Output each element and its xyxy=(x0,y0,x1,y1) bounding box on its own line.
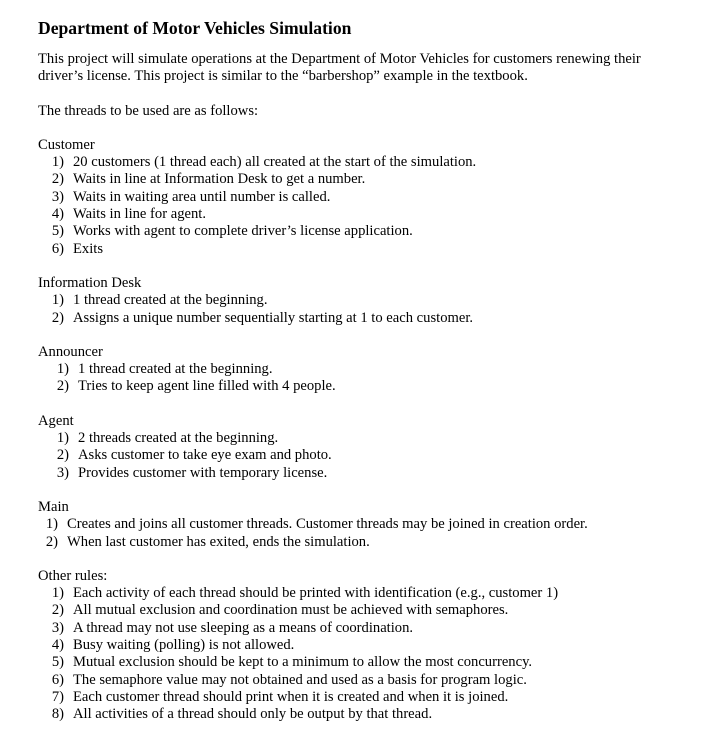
item-number: 4) xyxy=(51,637,64,654)
item-text: 2 threads created at the beginning. xyxy=(78,430,279,447)
item-list xyxy=(38,361,720,396)
item-text: All mutual exclusion and coordination must be achieved with semaphores. xyxy=(73,602,509,619)
item-text: Asks customer to take eye exam and photo. xyxy=(78,447,332,464)
item-text: A thread may not use sleeping as a means of coordination. xyxy=(73,619,414,636)
item-number: 3) xyxy=(56,464,69,481)
item-number: 2) xyxy=(51,171,64,188)
item-text: 1 thread created at the beginning. xyxy=(73,292,268,309)
item-number: 1) xyxy=(51,292,64,309)
item-number: 2) xyxy=(51,602,64,619)
list-item xyxy=(38,654,720,671)
item-text: 1 thread created at the beginning. xyxy=(78,361,273,378)
item-text: Mutual exclusion should be kept to a minimum to allow the most concurrency. xyxy=(73,654,533,671)
intro-paragraph: This project will simulate operations at the Department of Motor Vehicles for customers renewing their driver’s license. This project is similar to the “barbershop” example in the textbook. xyxy=(38,51,641,85)
section-announcer xyxy=(38,344,720,396)
item-text: 20 customers (1 thread each) all created at the start of the simulation. xyxy=(73,154,477,171)
document-title: Department of Motor Vehicles Simulation xyxy=(38,18,352,38)
section-title: Information Desk xyxy=(38,274,142,291)
item-text: Busy waiting (polling) is not allowed. xyxy=(73,637,295,654)
item-number: 2) xyxy=(56,447,69,464)
list-item xyxy=(38,689,720,706)
item-text: Waits in line for agent. xyxy=(73,206,206,223)
list-item xyxy=(38,206,720,223)
section-customer xyxy=(38,137,720,258)
item-list xyxy=(38,585,720,723)
item-number: 2) xyxy=(56,378,69,395)
list-item xyxy=(38,223,720,240)
item-number: 1) xyxy=(51,154,64,171)
section-information-desk xyxy=(38,275,720,327)
list-item xyxy=(38,706,720,723)
list-item xyxy=(38,361,720,378)
list-item xyxy=(38,241,720,258)
item-number: 2) xyxy=(51,309,64,326)
threads-intro: The threads to be used are as follows: xyxy=(38,102,259,119)
item-text: Provides customer with temporary license. xyxy=(78,464,328,481)
item-number: 6) xyxy=(51,671,64,688)
list-item xyxy=(38,585,720,602)
list-item xyxy=(38,171,720,188)
section-title: Main xyxy=(38,498,69,515)
item-number: 1) xyxy=(51,585,64,602)
item-number: 6) xyxy=(51,240,64,257)
item-text: Tries to keep agent line filled with 4 people. xyxy=(78,378,336,395)
list-item xyxy=(38,534,720,551)
item-text: Waits in line at Information Desk to get a number. xyxy=(73,171,366,188)
item-number: 1) xyxy=(45,516,58,533)
item-text: Each activity of each thread should be printed with identification (e.g., customer 1) xyxy=(73,585,559,602)
list-item xyxy=(38,672,720,689)
list-item xyxy=(38,378,720,395)
section-title: Agent xyxy=(38,412,74,429)
section-title: Customer xyxy=(38,136,95,153)
item-list xyxy=(38,430,720,482)
list-item xyxy=(38,637,720,654)
item-text: When last customer has exited, ends the simulation. xyxy=(67,533,370,550)
list-item xyxy=(38,516,720,533)
section-agent xyxy=(38,413,720,482)
item-list xyxy=(38,292,720,327)
section-main xyxy=(38,499,720,551)
item-text: Assigns a unique number sequentially starting at 1 to each customer. xyxy=(73,309,474,326)
list-item xyxy=(38,602,720,619)
item-text: Waits in waiting area until number is called. xyxy=(73,188,331,205)
item-text: Works with agent to complete driver’s license application. xyxy=(73,223,413,240)
item-list xyxy=(38,516,720,551)
item-text: Creates and joins all customer threads. Customer threads may be joined in creation order. xyxy=(67,516,588,533)
item-list xyxy=(38,154,720,258)
item-text: The semaphore value may not obtained and used as a basis for program logic. xyxy=(73,671,527,688)
section-other-rules xyxy=(38,568,720,724)
list-item xyxy=(38,154,720,171)
list-item xyxy=(38,430,720,447)
section-title: Other rules: xyxy=(38,567,108,584)
list-item xyxy=(38,310,720,327)
list-item xyxy=(38,292,720,309)
item-number: 2) xyxy=(45,533,58,550)
section-title: Announcer xyxy=(38,343,103,360)
item-number: 8) xyxy=(51,706,64,723)
item-number: 3) xyxy=(51,188,64,205)
list-item xyxy=(38,465,720,482)
item-number: 4) xyxy=(51,206,64,223)
item-number: 5) xyxy=(51,654,64,671)
item-number: 3) xyxy=(51,619,64,636)
item-number: 1) xyxy=(56,430,69,447)
item-number: 1) xyxy=(56,361,69,378)
item-number: 7) xyxy=(51,688,64,705)
item-text: Exits xyxy=(73,240,103,257)
item-text: All activities of a thread should only be output by that thread. xyxy=(73,706,433,723)
list-item xyxy=(38,189,720,206)
list-item xyxy=(38,620,720,637)
item-number: 5) xyxy=(51,223,64,240)
item-text: Each customer thread should print when it is created and when it is joined. xyxy=(73,688,509,705)
list-item xyxy=(38,447,720,464)
